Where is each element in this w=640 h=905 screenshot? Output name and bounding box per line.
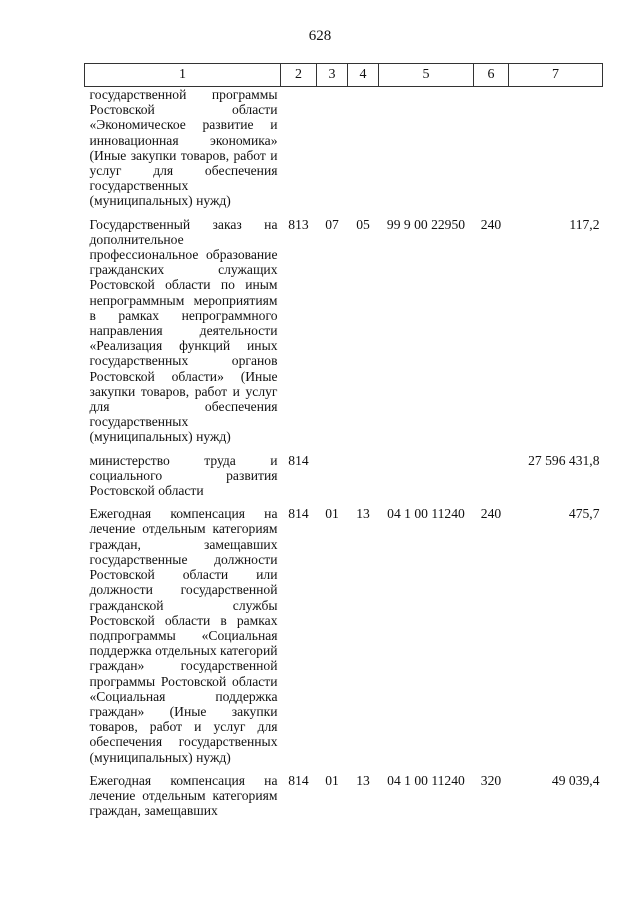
column-header: 3 xyxy=(317,64,348,87)
table-row xyxy=(85,506,603,772)
row-col5: 04 1 00 11240 xyxy=(387,506,465,522)
row-col2: 814 xyxy=(288,452,309,468)
row-col3: 01 xyxy=(325,772,339,788)
table-row xyxy=(85,217,603,453)
row-col4: 05 xyxy=(356,216,370,232)
row-col3: 01 xyxy=(325,506,339,522)
row-col4: 13 xyxy=(356,506,370,522)
row-description: Ежегодная компенсация на лечение отдельным категориям граждан, замещавших xyxy=(89,772,278,819)
row-description: Ежегодная компенсация на лечение отдельным категориям граждан, замещавших государственные должности Ростовской области или должности государственной гражданской службы Ростовской области в рамках подпрограммы «Социальная поддержка отдельных категорий граждан» государственной программы Ростовской области «Социальная поддержка граждан» (Иные закупки товаров, работ и услуг для обеспечения государственных (муниципальных) нужд) xyxy=(89,506,278,765)
row-col4 xyxy=(348,453,379,507)
row-amount: 49 039,4 xyxy=(551,772,600,788)
row-description: Государственный заказ на дополнительное профессиональное образование гражданских служащих Ростовской области по иным непрограммным мероприятиям в рамках непрограммного направления деятельности «Реализация функций иных государственных органов Ростовской области» (Иные закупки товаров, работ и услуг для обеспечения государственных (муниципальных) нужд) xyxy=(89,216,278,445)
column-header: 6 xyxy=(474,64,509,87)
budget-table xyxy=(84,63,603,826)
row-col6: 320 xyxy=(480,772,502,788)
table-row xyxy=(85,773,603,827)
column-header: 7 xyxy=(509,64,603,87)
page-number: 628 xyxy=(308,28,332,44)
table-header-row xyxy=(85,64,603,87)
row-amount: 475,7 xyxy=(568,506,600,522)
row-amount: 117,2 xyxy=(569,216,600,232)
row-col3 xyxy=(317,87,348,217)
row-col2 xyxy=(281,87,317,217)
row-col4: 13 xyxy=(356,772,370,788)
row-col2: 814 xyxy=(288,772,309,788)
row-col2: 813 xyxy=(288,216,309,232)
row-col6 xyxy=(474,453,509,507)
row-col5: 04 1 00 11240 xyxy=(387,772,465,788)
row-col5: 99 9 00 22950 xyxy=(386,216,466,232)
column-header: 1 xyxy=(85,64,281,87)
row-amount xyxy=(509,87,603,217)
row-col4 xyxy=(348,87,379,217)
column-header: 2 xyxy=(281,64,317,87)
column-header: 4 xyxy=(348,64,379,87)
table-row xyxy=(85,453,603,507)
row-col3 xyxy=(317,453,348,507)
row-col2: 814 xyxy=(288,506,309,522)
column-header: 5 xyxy=(379,64,474,87)
row-description: министерство труда и социального развития Ростовской области xyxy=(89,452,278,499)
row-description: государственной программы Ростовской области «Экономическое развитие и инновационная экономика» (Иные закупки товаров, работ и услуг для обеспечения государственных (муниципальных) нужд) xyxy=(89,87,278,209)
row-col6 xyxy=(474,87,509,217)
table-row xyxy=(85,87,603,217)
row-col3: 07 xyxy=(325,216,339,232)
row-col6: 240 xyxy=(480,506,502,522)
row-amount: 27 596 431,8 xyxy=(528,452,600,468)
row-col5 xyxy=(379,453,474,507)
row-col5 xyxy=(379,87,474,217)
row-col6: 240 xyxy=(480,216,502,232)
